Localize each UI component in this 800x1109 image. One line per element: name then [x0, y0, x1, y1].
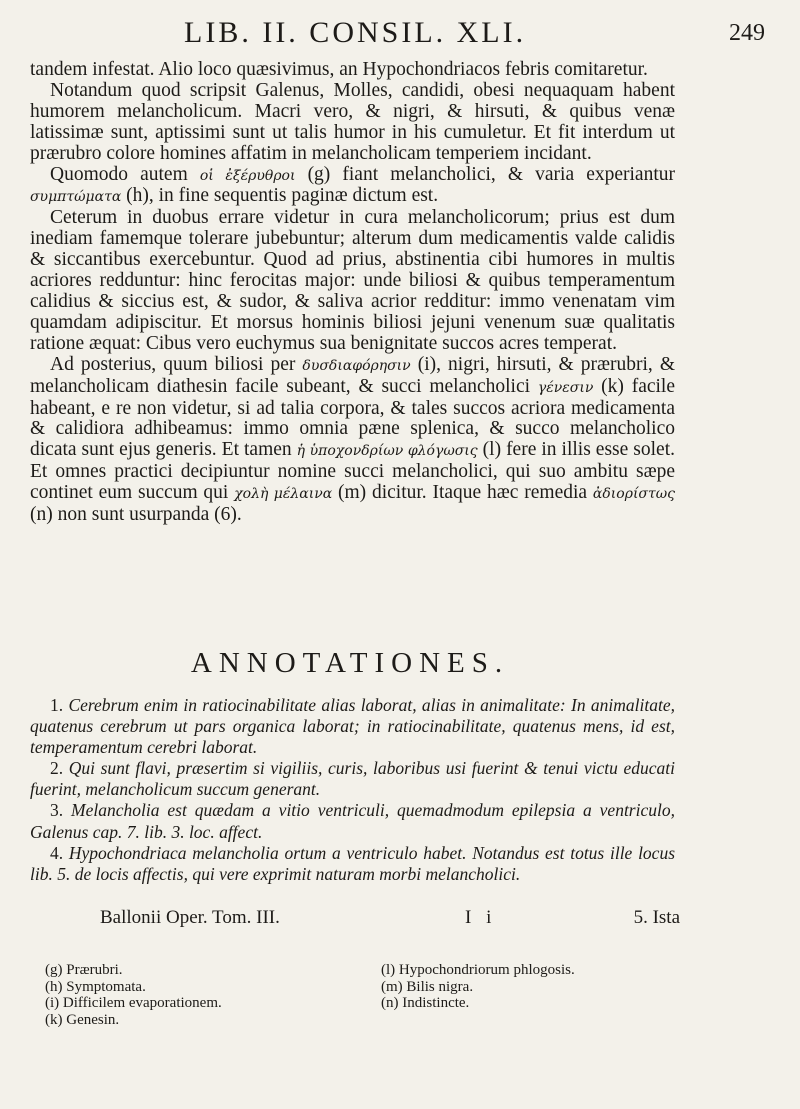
annotation-item [30, 695, 675, 758]
annotation-text: Hypochondriaca melancholia ortum a ventriculo habet. Notandus est totus ille locus lib. 5. de locis affectis, qui vere exprimit naturam morbi melancholici. [30, 842, 676, 884]
paragraph-1: tandem infestat. Alio loco quæsivimus, an Hypochondriacos febris comitaretur. [30, 59, 648, 80]
footer-author: Ballonii Oper. Tom. III. [100, 907, 280, 928]
annotations-list [30, 695, 675, 885]
running-title: LIB. II. CONSIL. XLI. [184, 16, 527, 49]
annotation-number: 1. [50, 695, 64, 715]
annotation-item [30, 800, 675, 842]
glossary-entry: (m) Bilis nigra. [381, 978, 474, 995]
annotation-text: Cerebrum enim in ratiocinabilitate alias laborat, alias in animalitate: In animalitate, quatenus cerebrum ut pars organica laborat; in ratiocinabilitate, quatenus mens, id est, temperamentum cerebri laborat. [30, 695, 675, 758]
page-header [110, 16, 800, 56]
annotation-text: Qui sunt flavi, præsertim si vigiliis, curis, laboribus usi fuerint & tenui victu educati fuerint, melancholicum succum generant. [30, 758, 676, 800]
greek-term: οἱ ἐξέρυθροι [199, 167, 296, 184]
page-number: 249 [729, 20, 765, 46]
text-run: Ad posterius, quum biliosi per [50, 353, 296, 375]
glossary-entry: (l) Hypochondriorum phlogosis. [381, 962, 575, 978]
annotation-number: 4. [50, 842, 64, 863]
paragraph-2: Notandum quod scripsit Galenus, Molles, candidi, obesi nequaquam habent humorem melancholicum. Macri vero, & nigri, & hirsuti, & quibus venæ latissimæ sunt, aptissimi sunt ut talis humor in his cumuletur. Et fit interdum ut prærubro colore homines affatim in melancholicam temperiem incidant. [30, 79, 675, 164]
glossary-right-column [381, 962, 575, 1012]
page-footer [100, 907, 680, 933]
glossary-entry: (n) Indistincte. [381, 995, 470, 1012]
greek-term: ἀδιορίστως [592, 486, 675, 503]
text-run: (k) facile habeant, e re non videtur, si ad talia corpora, & tales succos acriora medicamenta & calidiora adhibeamus: immo omnia pæne splenica, & succo melancholico dicata sunt ejus generis. Et tamen [30, 375, 675, 461]
greek-term: συμπτώματα [30, 189, 122, 206]
annotation-item [30, 758, 675, 800]
annotation-number: 3. [50, 800, 64, 821]
text-run: (i), nigri, hirsuti, & prærubri, & melancholicam diathesin facile subeant, & succi melancholici [30, 353, 676, 397]
annotation-item [30, 843, 675, 885]
main-text [30, 60, 675, 526]
catchword: 5. Ista [633, 907, 680, 928]
greek-term: γένεσιν [537, 379, 594, 396]
text-run: Quomodo autem [50, 163, 188, 185]
text-run: (l) fere in illis esse solet. Et omnes practici decipiuntur nomine succi melancholici, qui suo ambitu sæpe continet eum succum qui [30, 439, 676, 504]
text-run: (m) dicitur. Itaque hæc remedia [337, 482, 588, 504]
text-run: (h), in fine sequentis paginæ dictum est. [126, 185, 439, 207]
annotations-heading: ANNOTATIONES. [190, 647, 510, 679]
greek-term: δυσδιαφόρησιν [302, 357, 411, 374]
text-run: (n) non sunt usurpanda (6). [30, 504, 242, 526]
glossary-left-column [45, 962, 222, 1028]
greek-term: ἡ ὑποχονδρίων φλόγωσις [296, 443, 478, 460]
signature-mark: I i [465, 907, 497, 928]
glossary-entry: (g) Prærubri. [45, 962, 123, 978]
annotation-number: 2. [50, 758, 64, 779]
glossary-entry: (k) Genesin. [45, 1011, 120, 1028]
glossary-entry: (i) Difficilem evaporationem. [45, 995, 222, 1012]
greek-term: χολὴ μέλαινα [234, 486, 333, 503]
text-run: (g) fiant melancholici, & varia experiantur [307, 163, 675, 185]
glossary-entry: (h) Symptomata. [45, 978, 146, 995]
paragraph-3 [30, 165, 675, 209]
paragraph-5 [30, 355, 675, 526]
annotation-text: Melancholia est quædam a vitio ventriculi, quemadmodum epilepsia a ventriculo, Galenus cap. 7. lib. 3. loc. affect. [30, 800, 675, 842]
paragraph-4: Ceterum in duobus errare videtur in cura melancholicorum; prius est dum inediam famemque tolerare jubebuntur; alterum dum medicamentis valde calidis & siccantibus exercebuntur. Quod ad prius, abstinentia cibi humores in multis acriores redduntur: hinc ferocitas major: unde biliosi & quibus temperamentum calidius & siccius est, & sudor, & saliva acrior redditur: immo venenatam vim quamdam adipiscitur. Et morsus hominis biliosi jejuni venenum suæ qualitatis ratione æquat: Cibus vero euchymus sua benignitate succos acres temperat. [30, 207, 675, 354]
